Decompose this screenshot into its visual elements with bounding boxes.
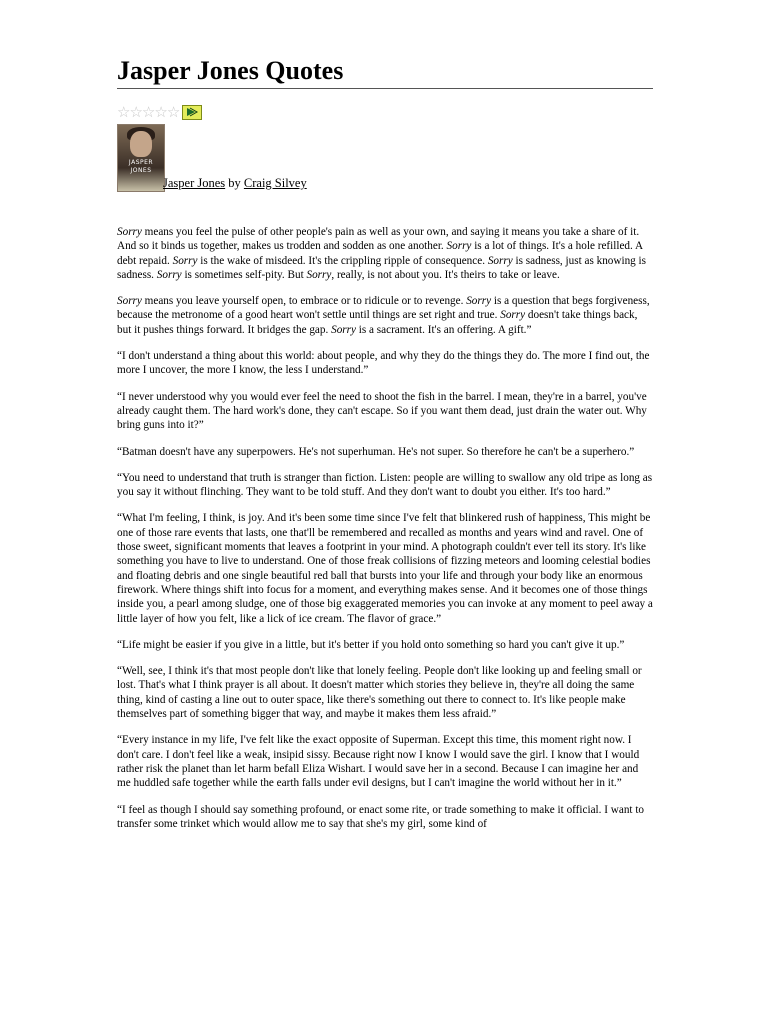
- cover-face: [130, 131, 152, 157]
- quote-paragraph: “Life might be easier if you give in a little, but it's better if you hold onto something so hard you can't give it up.”: [117, 638, 625, 651]
- quote-paragraph: Sorry means you feel the pulse of other people's pain as well as your own, and saying it means you take a share of it. And so it binds us together, makes us trodden and sodden as one another. Sorry is a lot of things. It's a hole refilled. A debt repaid. Sorry is the wake of misdeed. It's the crippling ripple of consequence. Sorry is sadness, just as knowing is sadness. Sorry is sometimes self-pity. But Sorry, really, is not about you. It's theirs to take or leave.: [117, 226, 647, 281]
- quote-paragraph: “You need to understand that truth is stranger than fiction. Listen: people are willing to swallow any old tripe as long as you say it without flinching. They want to be told stuff. And they don't want to doubt you either. It's too hard.”: [117, 471, 653, 499]
- cover-title-line2: JONES: [130, 167, 152, 174]
- quote-paragraph: “Batman doesn't have any superpowers. He's not superhuman. He's not super. So therefore he can't be a superhero.”: [117, 445, 635, 458]
- star-icon[interactable]: ☆: [129, 103, 142, 121]
- by-label: by: [228, 176, 241, 190]
- star-icon[interactable]: ☆: [154, 103, 167, 121]
- quote-paragraph: “Well, see, I think it's that most people don't like that lonely feeling. People don't like looking up and feeling small or lost. That's what I think prayer is all about. It doesn't matter which stories they believe in, they're all doing the same thing, kind of casting a line out to outer space, like there's something out there to connect to. It's like people make themselves part of something bigger that way, and maybe it makes them less afraid.”: [117, 665, 642, 721]
- quote-paragraph: “I feel as though I should say something profound, or enact some rite, or trade something to make it official. I want to transfer some trinket which would allow me to say that she's my girl, some kind of: [117, 803, 645, 830]
- cover-title-line1: JASPER: [128, 159, 154, 166]
- book-attribution: [163, 176, 307, 191]
- quotes-list: [117, 225, 654, 843]
- book-cover-image[interactable]: [117, 124, 165, 192]
- quote-paragraph: “I never understood why you would ever feel the need to shoot the fish in the barrel. I mean, they're in a barrel, you've already caught them. The hard work's done, they can't escape. So if you want them dead, just drain the water out. Why bring guns into it?”: [117, 390, 647, 432]
- star-icon[interactable]: ☆: [141, 103, 155, 121]
- star-icon[interactable]: ☆: [166, 103, 180, 121]
- page-title: Jasper Jones Quotes: [117, 54, 653, 89]
- star-rating[interactable]: [117, 104, 202, 120]
- quote-paragraph: Sorry means you leave yourself open, to embrace or to ridicule or to revenge. Sorry is a question that begs forgiveness, because the metronome of a good heart won't settle until things are set right and true. Sorry doesn't take things back, but it pushes things forward. It bridges the gap. Sorry is a sacrament. It's an offering. A gift.”: [117, 295, 650, 336]
- quote-paragraph: “What I'm feeling, I think, is joy. And it's been some time since I've felt that blinkered rush of happiness, This might be one of those rare events that lasts, one that'll be remembered and recalled as months and years wind and ravel. One of those sweet, significant moments that leaves a footprint in your mind. A photograph couldn't ever tell its story. It's like something you have to live to understand. One of those freak collisions of fizzing meteors and looming celestial bodies and floating debris and one single beautiful red ball that bursts into your life and through your body like an enormous firework. Where things shift into focus for a moment, and everything makes sense. And it becomes one of those things inside you, a pearl among sludge, one of those big exaggerated memories you can invoke at any moment to peel away a little layer of how you felt, like a lick of ice cream. The flavor of grace.”: [117, 512, 653, 625]
- rate-arrow-icon[interactable]: [182, 105, 202, 120]
- quote-paragraph: “I don't understand a thing about this world: about people, and why they do the things they do. The more I find out, the more I uncover, the more I know, the less I understand.”: [117, 350, 650, 377]
- book-title-link[interactable]: Jasper Jones: [163, 176, 226, 190]
- quote-paragraph: “Every instance in my life, I've felt like the exact opposite of Superman. Except this time, this moment right now. I don't care. I don't feel like a weak, insipid sissy. Because right now I know I would save the girl. I know that I would rather risk the planet than let harm befall Eliza Wishart. I would save her in a second. Because I can imagine her and me huddled safe together while the earth falls under evil designs, but I can't imagine the world without her in it.”: [117, 734, 640, 790]
- author-link[interactable]: Craig Silvey: [243, 176, 307, 190]
- star-icon[interactable]: ☆: [117, 103, 130, 121]
